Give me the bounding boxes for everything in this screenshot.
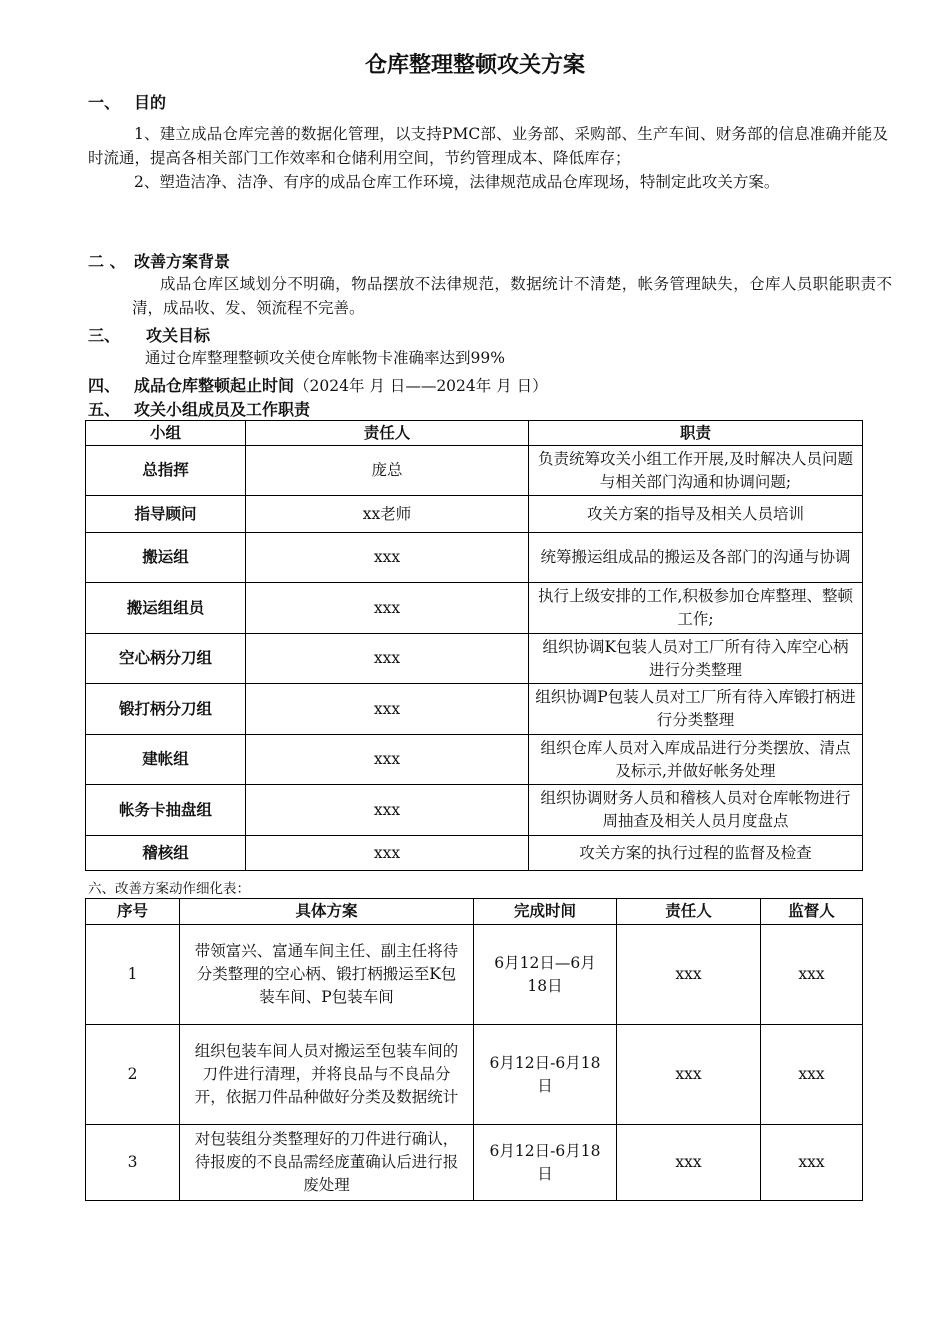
section-4-period: （2024年 月 日——2024年 月 日） xyxy=(294,377,548,395)
header-person: 责任人 xyxy=(246,421,529,446)
person-cell: xxx xyxy=(246,836,529,871)
owner-cell: xxx xyxy=(617,1025,761,1125)
group-cell: 锻打柄分刀组 xyxy=(86,684,246,735)
time-cell: 6月12日—6月18日 xyxy=(474,925,617,1025)
table-row xyxy=(86,684,863,735)
supervisor-cell: xxx xyxy=(761,925,863,1025)
doc-title: 仓库整理整顿攻关方案 xyxy=(364,53,585,78)
duty-cell: 组织协调P包装人员对工厂所有待入库锻打柄进行分类整理 xyxy=(529,684,863,735)
group-cell: 稽核组 xyxy=(86,836,246,871)
duty-cell: 执行上级安排的工作,积极参加仓库整理、整顿工作; xyxy=(529,583,863,634)
table-row xyxy=(86,634,863,684)
section-1-heading xyxy=(88,90,166,113)
time-cell: 6月12日-6月18日 xyxy=(474,1025,617,1125)
duty-cell: 组织协调K包装人员对工厂所有待入库空心柄进行分类整理 xyxy=(529,634,863,684)
section-1-paragraph-1: 1、建立成品仓库完善的数据化管理，以支持PMC部、业务部、采购部、生产车间、财务部的信息准确并能及时流通，提高各相关部门工作效率和仓储利用空间，节约管理成本、降低库存； xyxy=(88,125,888,167)
table-row xyxy=(86,925,863,1025)
action-plan-header-row xyxy=(86,899,863,925)
table-row xyxy=(86,1025,863,1125)
section-3-body xyxy=(145,346,945,370)
person-cell: xxx xyxy=(246,785,529,836)
section-2-heading xyxy=(88,249,230,272)
table-row xyxy=(86,1125,863,1201)
section-3-heading xyxy=(88,323,210,346)
header-group: 小组 xyxy=(86,421,246,446)
table-row xyxy=(86,583,863,634)
action-plan-table xyxy=(85,898,863,1201)
duty-cell: 组织协调财务人员和稽核人员对仓库帐物进行周抽查及相关人员月度盘点 xyxy=(529,785,863,836)
team-duties-header-row xyxy=(86,421,863,446)
table-row xyxy=(86,533,863,583)
plan-cell: 组织包装车间人员对搬运至包装车间的刀件进行清理，并将良品与不良品分开，依据刀件品种做好分类及数据统计 xyxy=(180,1025,474,1125)
section-6-caption: 六、改善方案动作细化表： xyxy=(88,881,250,897)
section-2-text: 成品仓库区域划分不明确，物品摆放不法律规范，数据统计不清楚，帐务管理缺失，仓库人员职能职责不清，成品收、发、领流程不完善。 xyxy=(132,275,892,317)
header-plan: 具体方案 xyxy=(180,899,474,925)
duty-cell: 攻关方案的指导及相关人员培训 xyxy=(529,496,863,533)
owner-cell: xxx xyxy=(617,1125,761,1201)
header-no: 序号 xyxy=(86,899,180,925)
section-1-paragraph-2: 2、塑造洁净、洁净、有序的成品仓库工作环境，法律规范成品仓库现场，特制定此攻关方案。 xyxy=(134,173,780,191)
header-owner: 责任人 xyxy=(617,899,761,925)
no-cell: 3 xyxy=(86,1125,180,1201)
table-row xyxy=(86,836,863,871)
group-cell: 搬运组 xyxy=(86,533,246,583)
duty-cell: 负责统筹攻关小组工作开展,及时解决人员问题与相关部门沟通和协调问题; xyxy=(529,446,863,496)
plan-cell: 带领富兴、富通车间主任、副主任将待分类整理的空心柄、锻打柄搬运至K包装车间、P包装车间 xyxy=(180,925,474,1025)
group-cell: 空心柄分刀组 xyxy=(86,634,246,684)
no-cell: 1 xyxy=(86,925,180,1025)
section-5-heading xyxy=(88,397,310,420)
team-duties-table xyxy=(85,420,863,871)
time-cell: 6月12日-6月18日 xyxy=(474,1125,617,1201)
duty-cell: 统筹搬运组成品的搬运及各部门的沟通与协调 xyxy=(529,533,863,583)
section-3-text: 通过仓库整理整顿攻关使仓库帐物卡准确率达到99% xyxy=(145,349,505,367)
person-cell: xxx xyxy=(246,684,529,735)
section-2-label: 改善方案背景 xyxy=(134,252,231,271)
person-cell: xxx xyxy=(246,533,529,583)
section-4-heading xyxy=(88,373,548,396)
group-cell: 搬运组组员 xyxy=(86,583,246,634)
header-duty: 职责 xyxy=(529,421,863,446)
section-3-number: 三、 xyxy=(88,326,121,345)
header-supervisor: 监督人 xyxy=(761,899,863,925)
section-2-number: 二 、 xyxy=(88,252,126,271)
group-cell: 帐务卡抽盘组 xyxy=(86,785,246,836)
table-row xyxy=(86,785,863,836)
section-5-label: 攻关小组成员及工作职责 xyxy=(134,400,311,419)
section-2-body xyxy=(132,272,892,320)
section-4-number: 四、 xyxy=(88,376,121,395)
table-row xyxy=(86,496,863,533)
group-cell: 建帐组 xyxy=(86,735,246,785)
person-cell: xxx xyxy=(246,634,529,684)
no-cell: 2 xyxy=(86,1025,180,1125)
supervisor-cell: xxx xyxy=(761,1125,863,1201)
section-1-number: 一、 xyxy=(88,93,121,112)
person-cell: xxx xyxy=(246,735,529,785)
person-cell: 庞总 xyxy=(246,446,529,496)
section-1-label: 目的 xyxy=(134,93,167,112)
header-time: 完成时间 xyxy=(474,899,617,925)
owner-cell: xxx xyxy=(617,925,761,1025)
group-cell: 总指挥 xyxy=(86,446,246,496)
person-cell: xxx xyxy=(246,583,529,634)
table-row xyxy=(86,735,863,785)
duty-cell: 攻关方案的执行过程的监督及检查 xyxy=(529,836,863,871)
plan-cell: 对包装组分类整理好的刀件进行确认，待报废的不良品需经庞董确认后进行报废处理 xyxy=(180,1125,474,1201)
supervisor-cell: xxx xyxy=(761,1025,863,1125)
section-1-body xyxy=(88,122,888,194)
section-4-label: 成品仓库整顿起止时间 xyxy=(134,376,295,395)
group-cell: 指导顾问 xyxy=(86,496,246,533)
table-row xyxy=(86,446,863,496)
duty-cell: 组织仓库人员对入库成品进行分类摆放、清点及标示,并做好帐务处理 xyxy=(529,735,863,785)
section-3-label: 攻关目标 xyxy=(146,326,211,345)
section-5-number: 五、 xyxy=(88,400,121,419)
person-cell: xx老师 xyxy=(246,496,529,533)
